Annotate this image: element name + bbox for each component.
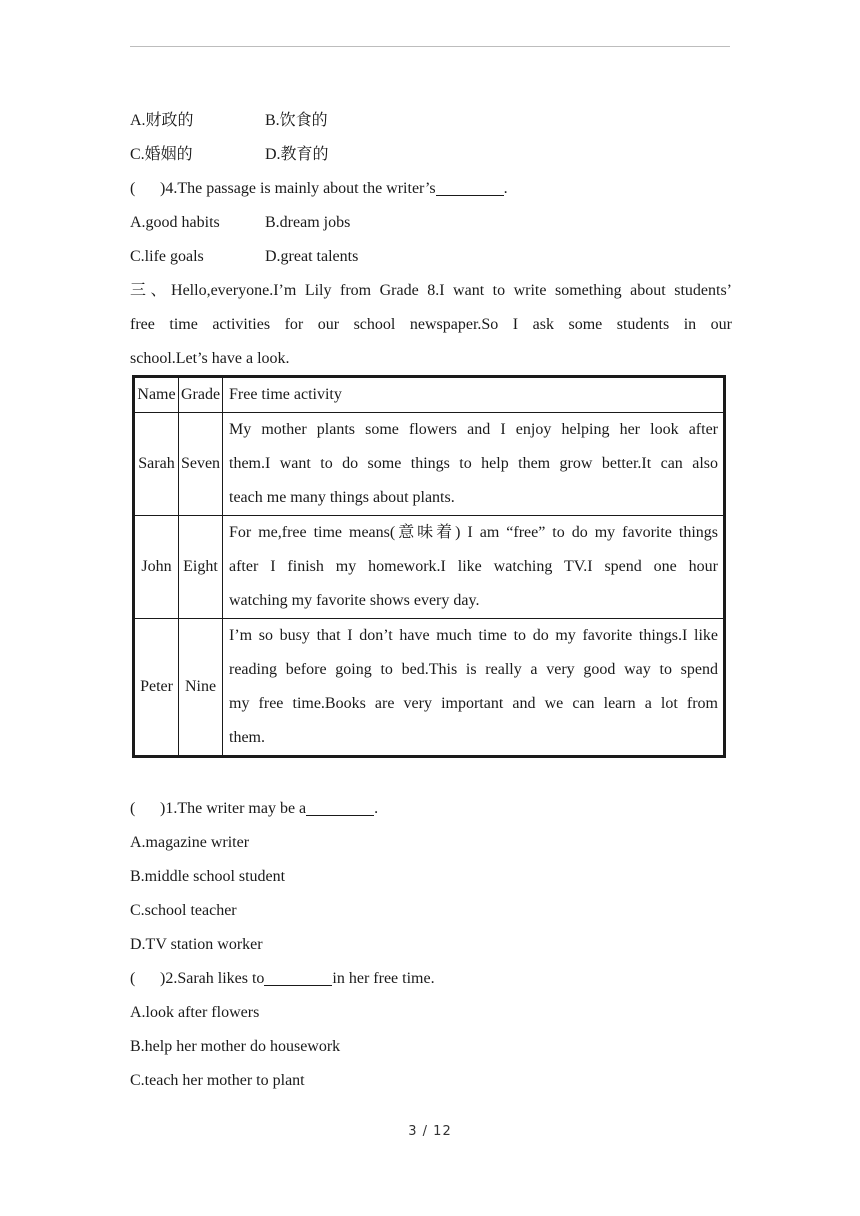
q4-option-c: C.life goals xyxy=(130,248,204,265)
q4-answer-paren: ( xyxy=(130,180,136,197)
activity-table xyxy=(132,375,726,758)
header-name: Name xyxy=(134,377,179,413)
q4-stem-text: )4.The passage is mainly about the writer’s xyxy=(160,180,436,197)
section3-line-3: school.Let’s have a look. xyxy=(130,350,290,367)
q4-stem xyxy=(130,172,732,206)
table-row xyxy=(134,413,725,516)
row-activity xyxy=(223,516,725,619)
section3-intro xyxy=(130,274,732,376)
table-row xyxy=(134,516,725,619)
q2-answer-paren: ( xyxy=(130,970,136,987)
q2-option-b: B.help her mother do housework xyxy=(130,1038,341,1055)
activity-line: My mother plants some flowers and I enjoy helping her look after xyxy=(229,421,718,438)
activity-line: them.I want to do some things to help them grow better.It can also xyxy=(229,455,718,472)
q3-option-a: A.财政的 xyxy=(130,112,194,129)
header-activity: Free time activity xyxy=(223,377,725,413)
q4-option-d: D.great talents xyxy=(265,248,359,265)
section3-line-2: free time activities for our school newspaper.So I ask some students in our xyxy=(130,316,732,333)
q3-option-d: D.教育的 xyxy=(265,146,329,163)
row-grade: Nine xyxy=(179,619,223,757)
upper-content xyxy=(130,104,732,376)
activity-line: I’m so busy that I don’t have much time to do my favorite things.I like xyxy=(229,627,718,644)
questions-block xyxy=(130,792,732,1098)
row-name: Peter xyxy=(134,619,179,757)
activity-line: them. xyxy=(229,729,265,746)
activity-line: For me,free time means(意味着) I am “free” to do my favorite things xyxy=(229,524,718,541)
q3-option-b: B.饮食的 xyxy=(265,112,328,129)
row-grade: Eight xyxy=(179,516,223,619)
q2-stem-text: )2.Sarah likes to xyxy=(160,970,265,987)
q4-options-row-1 xyxy=(130,206,732,240)
table-header-row xyxy=(134,377,725,413)
row-name: John xyxy=(134,516,179,619)
q4-option-b: B.dream jobs xyxy=(265,214,351,231)
q1-stem-suffix: . xyxy=(374,800,379,817)
q1-option-c: C.school teacher xyxy=(130,902,237,919)
q4-blank xyxy=(436,175,504,196)
row-activity xyxy=(223,619,725,757)
row-activity xyxy=(223,413,725,516)
activity-line: after I finish my homework.I like watching TV.I spend one hour xyxy=(229,558,718,575)
activity-line: watching my favorite shows every day. xyxy=(229,592,480,609)
page-number: 3 / 12 xyxy=(408,1124,452,1139)
q2-option-a: A.look after flowers xyxy=(130,1004,260,1021)
q3-options-row-1 xyxy=(130,104,732,138)
q4-stem-suffix: . xyxy=(503,180,508,197)
q1-answer-paren: ( xyxy=(130,800,136,817)
q1-option-b: B.middle school student xyxy=(130,868,286,885)
q1-option-d: D.TV station worker xyxy=(130,936,263,953)
q2-stem-suffix: in her free time. xyxy=(332,970,435,987)
q1-stem-text: )1.The writer may be a xyxy=(160,800,307,817)
activity-line: reading before going to bed.This is really a very good way to spend xyxy=(229,661,718,678)
q3-option-c: C.婚姻的 xyxy=(130,146,193,163)
table-row xyxy=(134,619,725,757)
activity-line: my free time.Books are very important and we can learn a lot from xyxy=(229,695,718,712)
q4-options-row-2 xyxy=(130,240,732,274)
header-grade: Grade xyxy=(179,377,223,413)
q1-stem xyxy=(130,792,732,826)
q3-options-row-2 xyxy=(130,138,732,172)
q2-blank xyxy=(264,965,332,986)
q4-option-a: A.good habits xyxy=(130,214,220,231)
activity-line: teach me many things about plants. xyxy=(229,489,455,506)
q1-blank xyxy=(306,795,374,816)
q2-option-c: C.teach her mother to plant xyxy=(130,1072,305,1089)
q2-stem xyxy=(130,962,732,996)
section3-line-1: 三、Hello,everyone.I’m Lily from Grade 8.I want to write something about students’ xyxy=(130,282,732,299)
q1-option-a: A.magazine writer xyxy=(130,834,250,851)
header-rule xyxy=(130,46,730,47)
row-grade: Seven xyxy=(179,413,223,516)
row-name: Sarah xyxy=(134,413,179,516)
